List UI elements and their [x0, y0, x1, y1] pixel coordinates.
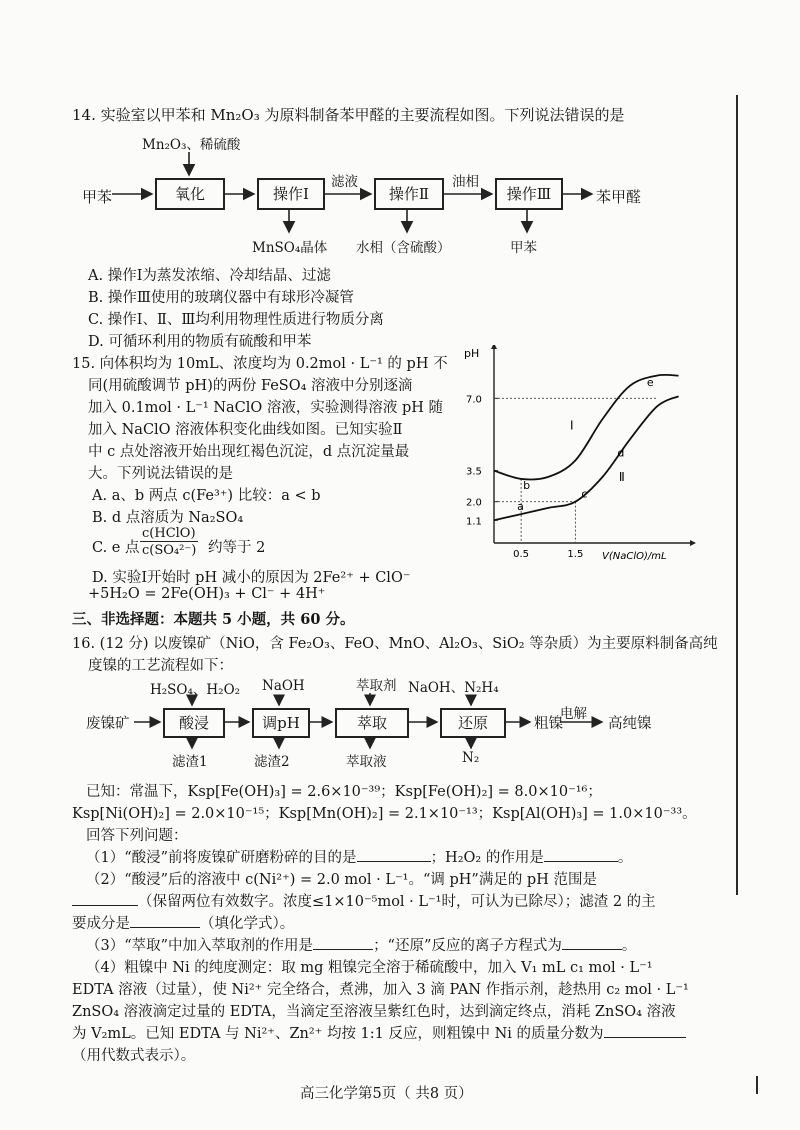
x-tick-label: 0.5	[513, 549, 530, 560]
q16-blank-4[interactable]	[130, 913, 200, 928]
x-axis-label: V(NaClO)/mL	[602, 551, 667, 562]
q16-in-extractant: 萃取剂	[356, 678, 397, 694]
q16-sub2-d: （填化学式）。	[200, 916, 295, 932]
q16-pure-nickel: 高纯镍	[608, 716, 652, 732]
q16-sub3-b: ；“还原”反应的离子方程式为	[373, 938, 562, 954]
q16-sub2-line-2	[72, 890, 656, 911]
q16-in-reductant: NaOH、N₂H₄	[408, 680, 499, 696]
q16-sub4-line-1: （4）粗镍中 Ni 的纯度测定：取 mg 粗镍完全溶于稀硫酸中，加入 V₁ mL c₁ mol · L⁻¹	[86, 960, 653, 976]
right-margin-rule	[736, 95, 738, 895]
q16-sub3	[86, 934, 636, 955]
q16-sub3-c: 。	[621, 938, 637, 954]
series-label-1: Ⅰ	[570, 418, 574, 433]
q15-option-d-line-2: +5H₂O = 2Fe(OH)₃ + Cl⁻ + 4H⁺	[88, 586, 326, 602]
y-tick-label: 3.5	[466, 466, 482, 478]
q15-option-c-numerator: c(HClO)	[142, 526, 196, 541]
point-d: d	[617, 446, 625, 460]
section-heading: 三、非选择题：本题共 5 小题，共 60 分。	[72, 611, 355, 628]
q14-out-mnso4: MnSO₄晶体	[252, 240, 328, 256]
q14-step-op3: 操作Ⅲ	[495, 178, 563, 210]
q16-out-extract: 萃取液	[346, 754, 387, 770]
q14-stem: 14. 实验室以甲苯和 Mn₂O₃ 为原料制备苯甲醛的主要流程如图。下列说法错误的是	[72, 106, 625, 124]
q15-stem-line-2: 同(用硫酸调节 pH)的两份 FeSO₄ 溶液中分别逐滴	[88, 378, 413, 394]
q14-out-toluene: 甲苯	[510, 240, 537, 256]
q16-sub2-b: （保留两位有效数字。浓度≤1×10⁻⁵mol · L⁻¹时，可认为已除尽）；滤渣 2 的主	[138, 894, 656, 910]
q15-stem-line-5: 中 c 点处溶液开始出现红褐色沉淀，d 点沉淀量最	[88, 444, 410, 460]
q16-electrolysis: 电解	[560, 706, 587, 722]
y-axis-label: pH	[464, 347, 480, 360]
q16-sub4-line-4	[72, 1022, 686, 1043]
q15-stem-line-6: 大。下列说法错误的是	[88, 466, 233, 482]
q16-sub4-d: 为 V₂mL。已知 EDTA 与 Ni²⁺、Zn²⁺ 均按 1:1 反应，则粗镍中 Ni 的质量分数为	[72, 1026, 604, 1042]
q15-option-c-post: 约等于 2	[208, 540, 266, 556]
q16-sub4-line-5: （用代数式表示）。	[72, 1048, 196, 1064]
q16-step-adjust-ph: 调pH	[252, 708, 310, 738]
q14-arrow-oil: 油相	[452, 174, 479, 190]
q16-sub1-c: 。	[617, 850, 633, 866]
q16-out-residue1: 滤渣1	[172, 754, 208, 770]
q16-answer-prompt: 回答下列问题：	[86, 828, 188, 844]
q16-sub1-a: （1）“酸浸”前将废镍矿研磨粉碎的目的是	[86, 850, 357, 866]
q16-sub1	[86, 846, 632, 867]
q16-blank-5[interactable]	[313, 935, 373, 950]
q16-out-n2: N₂	[462, 750, 480, 766]
q15-option-d-line-1: D. 实验Ⅰ开始时 pH 减小的原因为 2Fe²⁺ + ClO⁻	[92, 570, 411, 586]
q16-sub3-a: （3）“萃取”中加入萃取剂的作用是	[86, 938, 314, 954]
q16-sub2	[86, 868, 597, 889]
q16-sub2-a: （2）“酸浸”后的溶液中 c(Ni²⁺) = 2.0 mol · L⁻¹。“调 pH”满足的 pH 范围是	[86, 872, 597, 888]
q15-option-a: A. a、b 两点 c(Fe³⁺) 比较：a < b	[92, 488, 321, 504]
q16-stem-line-1: 16. (12 分) 以废镍矿（NiO，含 Fe₂O₃、FeO、MnO、Al₂O₃、SiO₂ 等杂质）为主要原料制备高纯	[72, 636, 718, 652]
q16-ksp-line-2: Ksp[Ni(OH)₂] = 2.0×10⁻¹⁵；Ksp[Mn(OH)₂] = 2.1×10⁻¹³；Ksp[Al(OH)₃] = 1.0×10⁻³³。	[72, 806, 697, 822]
q16-sub2-line-3	[72, 912, 294, 933]
series-label-2: Ⅱ	[618, 470, 625, 484]
q16-sub4-line-3: ZnSO₄ 溶液滴定过量的 EDTA，当滴定至溶液呈紫红色时，达到滴定终点，消耗 ZnSO₄ 溶液	[72, 1004, 676, 1020]
point-b: b	[523, 478, 531, 492]
y-tick-label: 2.0	[466, 497, 482, 509]
q15-stem-line-4: 加入 NaClO 溶液体积变化曲线如图。已知实验Ⅱ	[88, 422, 403, 438]
q14-option-c: C. 操作Ⅰ、Ⅱ、Ⅲ均利用物理性质进行物质分离	[88, 312, 384, 328]
q16-start: 废镍矿	[86, 716, 130, 732]
point-a: a	[517, 500, 524, 514]
page-footer: 高三化学第5页（ 共8 页）	[300, 1086, 473, 1102]
q15-stem-line-1: 15. 向体积均为 10mL、浓度均为 0.2mol · L⁻¹ 的 pH 不	[72, 356, 448, 372]
bottom-margin-mark	[756, 1076, 758, 1094]
q16-sub4-line-2: EDTA 溶液（过量），使 Ni²⁺ 完全络合，煮沸，加入 3 滴 PAN 作指示剂，趁热用 c₂ mol · L⁻¹	[72, 982, 689, 998]
q16-blank-6[interactable]	[562, 935, 622, 950]
q14-option-a: A. 操作Ⅰ为蒸发浓缩、冷却结晶、过滤	[88, 268, 331, 284]
q16-sub2-c: 要成分是	[72, 916, 130, 932]
q16-in-acid: H₂SO₄、H₂O₂	[150, 682, 241, 698]
q14-option-b: B. 操作Ⅲ使用的玻璃仪器中有球形冷凝管	[88, 290, 354, 306]
q16-crude-nickel: 粗镍	[534, 716, 563, 732]
q14-step-op2: 操作Ⅱ	[374, 178, 444, 210]
q15-option-b: B. d 点溶质为 Na₂SO₄	[92, 510, 244, 526]
q16-blank-1[interactable]	[357, 847, 431, 862]
q16-blank-3[interactable]	[72, 891, 138, 906]
q16-blank-7[interactable]	[604, 1023, 686, 1038]
y-tick-label: 7.0	[466, 394, 482, 406]
q14-step-oxidation: 氧化	[155, 178, 225, 210]
q15-option-c-pre: C. e 点	[92, 540, 140, 556]
q16-step-acid-leach: 酸浸	[163, 708, 225, 738]
q14-out-water: 水相（含硫酸）	[356, 240, 451, 256]
q16-step-extraction: 萃取	[335, 708, 409, 738]
q14-start: 甲苯	[82, 188, 113, 206]
q14-reagent: Mn₂O₃、稀硫酸	[142, 137, 241, 153]
q14-step-op1: 操作Ⅰ	[257, 178, 325, 210]
q16-step-reduction: 还原	[440, 708, 506, 738]
point-c: c	[581, 487, 588, 501]
q16-ksp-line-1: 已知：常温下，Ksp[Fe(OH)₃] = 2.6×10⁻³⁹；Ksp[Fe(OH)₂] = 8.0×10⁻¹⁶；	[86, 784, 602, 800]
q14-option-d: D. 可循环利用的物质有硫酸和甲苯	[88, 334, 312, 350]
q15-stem-line-3: 加入 0.1mol · L⁻¹ NaClO 溶液，实验测得溶液 pH 随	[88, 400, 444, 416]
q16-in-naoh: NaOH	[262, 678, 305, 694]
q14-product: 苯甲醛	[596, 188, 642, 206]
point-e: e	[646, 376, 654, 390]
q16-blank-2[interactable]	[544, 847, 618, 862]
q14-arrow-filtrate: 滤液	[331, 174, 358, 190]
x-tick-label: 1.5	[567, 549, 584, 560]
q16-sub1-b: ；H₂O₂ 的作用是	[430, 850, 544, 866]
q16-stem-line-2: 度镍的工艺流程如下：	[88, 658, 233, 674]
y-tick-label: 1.1	[466, 516, 482, 528]
q16-out-residue2: 滤渣2	[254, 754, 290, 770]
q15-option-c-denominator: c(SO₄²⁻)	[142, 543, 197, 558]
